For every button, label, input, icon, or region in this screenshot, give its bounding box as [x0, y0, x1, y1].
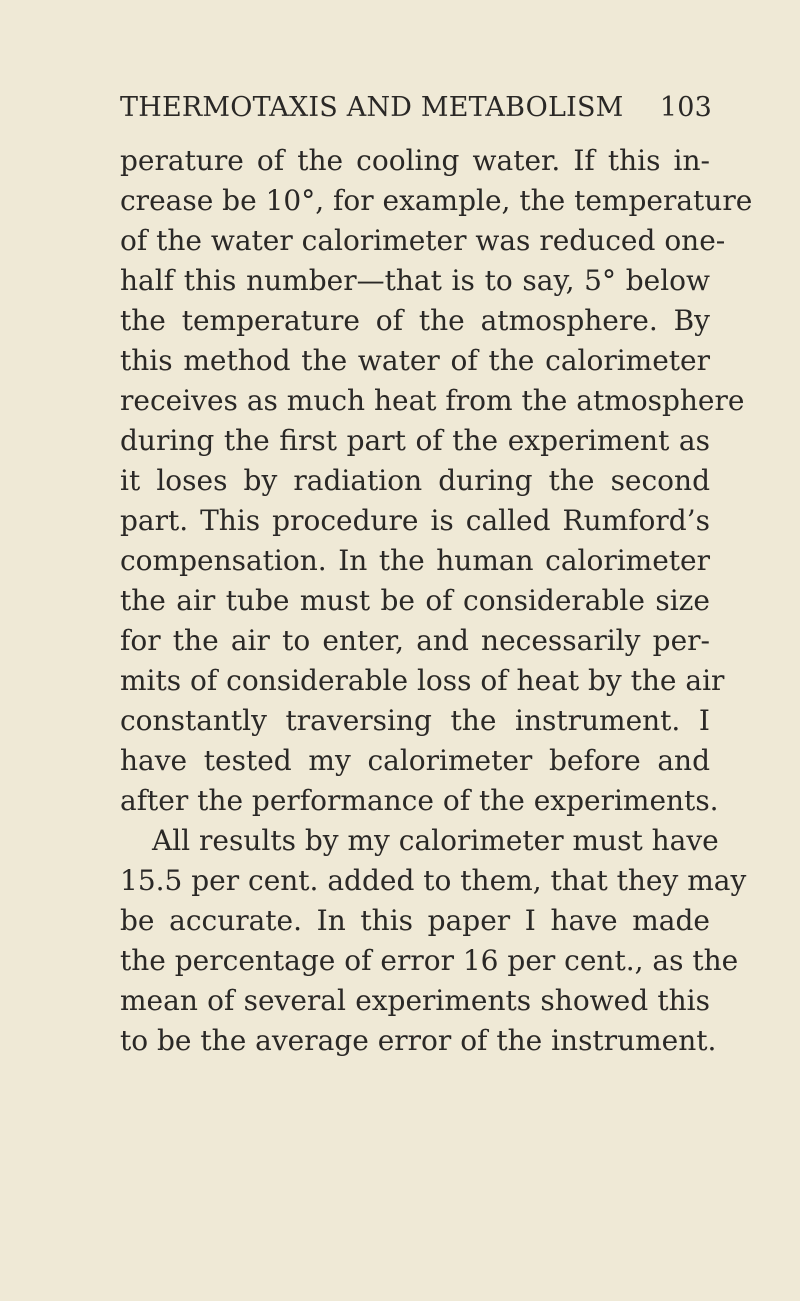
text-line: part. This procedure is called Rumford’s [120, 504, 710, 537]
text-line: be accurate. In this paper I have made [120, 904, 710, 937]
text-line: compensation. In the human calorimeter [120, 544, 710, 577]
text-line: for the air to enter, and necessarily per- [120, 624, 710, 657]
paragraph-first-line: All results by my calorimeter must have [152, 824, 719, 857]
text-line: 15.5 per cent. added to them, that they may [120, 864, 747, 897]
text-line: constantly traversing the instrument. I [120, 704, 710, 737]
body-text [120, 141, 753, 1061]
text-line: the air tube must be of considerable size [120, 584, 710, 617]
paragraph-last-line: to be the average error of the instrument. [120, 1024, 717, 1057]
page-number: 103 [659, 92, 712, 123]
text-line: mean of several experiments showed this [120, 984, 710, 1017]
running-head [120, 88, 712, 128]
text-line: mits of considerable loss of heat by the air [120, 664, 725, 697]
text-line: have tested my calorimeter before and [120, 744, 710, 777]
text-line: crease be 10°, for example, the temperature [120, 184, 753, 217]
text-line: the percentage of error 16 per cent., as the [120, 944, 739, 977]
text-line: perature of the cooling water. If this in- [120, 144, 710, 177]
running-title: THERMOTAXIS AND METABOLISM [120, 92, 624, 123]
text-line: receives as much heat from the atmosphere [120, 384, 745, 417]
text-line: it loses by radiation during the second [120, 464, 710, 497]
text-line: during the first part of the experiment as [120, 424, 710, 457]
text-line: of the water calorimeter was reduced one- [120, 224, 726, 257]
text-line: after the performance of the experiments. [120, 784, 719, 817]
text-line: this method the water of the calorimeter [120, 344, 710, 377]
text-line: half this number—that is to say, 5° below [120, 264, 710, 297]
text-line: the temperature of the atmosphere. By [120, 304, 710, 337]
